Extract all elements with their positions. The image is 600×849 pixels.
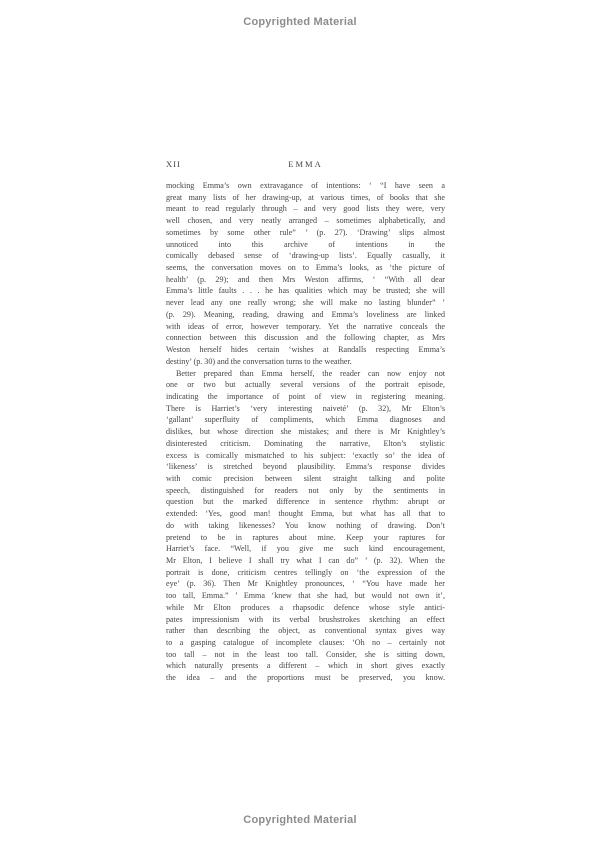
- text-line: indicating the importance of point of view in registering meaning.: [166, 391, 445, 401]
- paragraph: [166, 180, 445, 368]
- text-line: well chosen, and very neatly arranged – sometimes alphabetically, and: [166, 216, 445, 226]
- text-line: excess is comically mismatched to his subject: ‘exactly so’ the idea of: [166, 450, 445, 460]
- text-line: to a gasping catalogue of incomplete clauses: ‘Oh no – certainly not: [166, 638, 445, 648]
- text-line: never lead any one really wrong; she will make no lasting blunder” ’: [166, 298, 445, 308]
- text-line: There is Harriet’s ‘very interesting naiveté’ (p. 32), Mr Elton’s: [166, 403, 445, 413]
- text-line: destiny’ (p. 30) and the conversation turns to the weather.: [166, 356, 352, 366]
- text-line: pretend to be in raptures about mine. Keep your raptures for: [166, 532, 445, 542]
- text-line: speech, distinguished for readers not only by the sentiments in: [166, 485, 445, 495]
- text-line: ‘gallant’ superfluity of compliments, which Emma diagnoses and: [166, 415, 445, 425]
- text-line: too tall – not in the least too tall. Consider, she is sitting down,: [166, 649, 445, 659]
- text-line: do with taking likenesses? You know nothing of drawing. Don’t: [166, 520, 445, 530]
- text-line: great many lists of her drawing-up, at various times, of books that she: [166, 192, 445, 202]
- text-line: (p. 29). Meaning, reading, drawing and Emma’s loveliness are linked: [166, 309, 445, 319]
- text-line: pates impressionism with its verbal brushstrokes sketching an effect: [166, 614, 445, 624]
- text-line: which naturally presents a different – which in short gives exactly: [166, 661, 445, 671]
- text-line: one or two but actually several versions of the portrait episode,: [166, 380, 445, 390]
- text-line: dislikes, but whose direction she mistakes; and there is Mr Knightley’s: [166, 427, 445, 437]
- text-line: connection between this discussion and the following chapter, as Mrs: [166, 333, 445, 343]
- copyright-notice-bottom: Copyrighted Material: [243, 814, 357, 826]
- text-line: disinterested criticism. Dominating the narrative, Elton’s stylistic: [166, 438, 445, 448]
- text-line: Harriet’s face. “Well, if you give me such kind encouragement,: [166, 544, 445, 554]
- text-line: rather than describing the object, as conventional syntax gives way: [166, 626, 445, 636]
- text-line: too tall, Emma.” ’ Emma ‘knew that she had, but would not own it’,: [166, 591, 445, 601]
- text-line: meant to read regularly through – and very good lists they were, very: [166, 204, 445, 214]
- text-line: health’ (p. 29); and then Mrs Weston affirms, ‘ “With all dear: [166, 274, 445, 284]
- text-line: Weston herself hides certain ‘wishes at Randalls respecting Emma’s: [166, 345, 445, 355]
- text-line: while Mr Elton produces a rhapsodic defence whose style antici-: [166, 602, 445, 612]
- text-line: mocking Emma’s own extravagance of intentions: ‘ “I have seen a: [166, 181, 445, 190]
- copyright-notice-top: Copyrighted Material: [243, 16, 357, 28]
- text-line: extended: ‘Yes, good man! thought Emma, but what has all that to: [166, 509, 445, 519]
- text-line: Better prepared than Emma herself, the reader can now enjoy not: [176, 368, 445, 378]
- text-line: with comic precision between silent straight talking and polite: [166, 473, 445, 483]
- text-line: comically debased sense of ‘drawing-up lists’. Equally casually, it: [166, 251, 445, 261]
- text-block: [166, 180, 445, 684]
- text-line: sometimes by some other rule” ’ (p. 27). ‘Drawing’ slips almost: [166, 227, 445, 237]
- running-title: EMMA: [288, 159, 323, 169]
- text-line: the idea – and the proportions must be preserved, you know.: [166, 673, 445, 683]
- text-line: seems, the conversation moves on to Emma’s looks, as ‘the picture of: [166, 263, 445, 273]
- paragraph: [166, 368, 445, 684]
- text-line: Mr Elton, I believe I shall try what I can do” ’ (p. 32). When the: [166, 556, 445, 565]
- text-line: eye’ (p. 36). Then Mr Knightley pronounces, ‘ “You have made her: [166, 579, 445, 589]
- text-line: Emma’s little faults . . . he has qualities which may be trusted; she will: [166, 286, 445, 296]
- text-line: portrait is done, criticism centres tellingly on ‘the expression of the: [166, 567, 445, 577]
- text-line: ‘likeness’ is stretched beyond plausibility. Emma’s response divides: [166, 462, 445, 472]
- running-head: [166, 159, 445, 171]
- page-number: XII: [166, 159, 181, 169]
- text-line: unnoticed into this archive of intentions in the: [166, 239, 445, 249]
- text-line: with ideas of error, however temporary. Yet the narrative conceals the: [166, 321, 445, 331]
- text-line: question but the marked difference in sentence rhythm: abrupt or: [166, 497, 445, 507]
